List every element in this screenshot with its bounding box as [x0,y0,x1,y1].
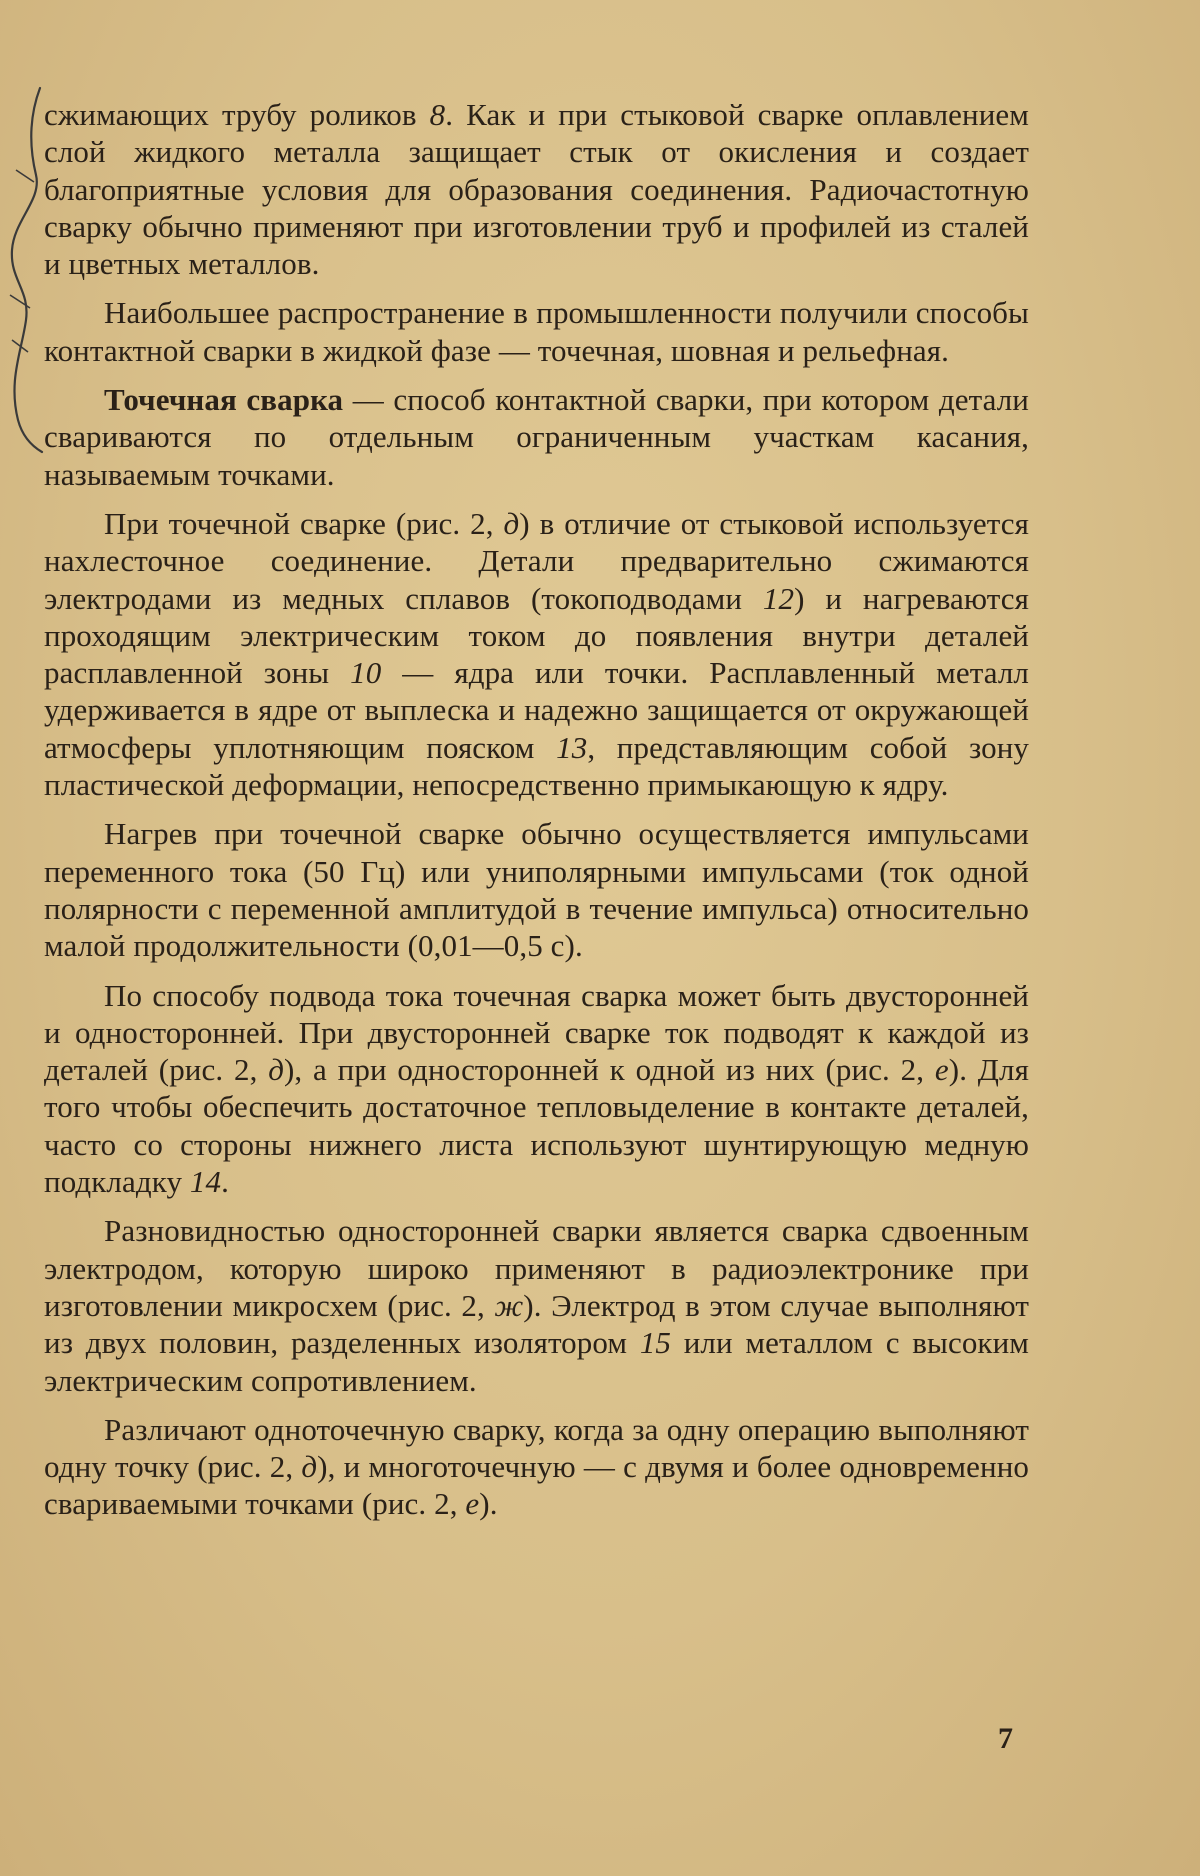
text-run: ) и нагреваются проходящим электрическим током до появления внутри деталей расплавленной зоны [44,580,1029,691]
text-run: Различают одноточечную сварку, когда за одну операцию выполняют одну точку (рис. 2, [44,1411,1029,1485]
text-run: — способ контактной сварки, при котором детали свариваются по отдельным ограниченным участкам касания, называемым точками. [44,382,1029,492]
figure-ref: е [934,1052,949,1088]
figure-ref: 12 [762,580,795,616]
figure-ref: д [268,1052,284,1088]
paragraph [44,381,1029,493]
paragraph [44,96,1029,282]
figure-ref: д [503,505,520,541]
paragraph [44,815,1029,964]
figure-ref: 14 [189,1164,222,1200]
text-run: ). Электрод в этом случае выполняют из двух половин, разделенных изолятором [44,1287,1030,1361]
text-run: При точечной сварке (рис. 2, [104,505,504,541]
text-run: По способу подвода тока точечная сварка может быть двусторонней и односторонней. При двусторонней сварке ток подводят к каждой из деталей (рис. 2, [44,977,1029,1088]
text-run: сжимающих трубу роликов [44,97,430,132]
figure-ref: ж [494,1287,524,1323]
paragraph [44,505,1029,803]
text-run: ), и многоточечную — с двумя и более одновременно свариваемыми точками (рис. 2, [44,1449,1029,1522]
figure-ref: 13 [556,729,588,765]
figure-ref: 10 [350,655,382,691]
body-text [44,96,1029,1535]
text-run: . Как и при стыковой сварке оплавлением слой жидкого металла защищает стык от окисления и создает благоприятные условия для образования соединения. Радиочастотную сварку обычно применяют при изготовлении труб и профилей из сталей и цветных металлов. [44,97,1029,282]
text-run: ). Для того чтобы обеспечить достаточное тепловыделение в контакте деталей, часто со стороны нижнего листа используют шунтирующую медную подкладку [44,1052,1029,1200]
figure-ref: д [301,1449,318,1485]
figure-ref: 8 [429,97,446,132]
page-number: 7 [998,1722,1013,1755]
paragraph [44,1212,1029,1398]
paragraph [44,1411,1029,1523]
text-run: Нагрев при точечной сварке обычно осуществляется импульсами переменного тока (50 Гц) или униполярными импульсами (ток одной полярности с переменной амплитудой в течение импульса) относительно малой продолжительности (0,01—0,5 с). [44,816,1029,964]
text-run: ) в отличие от стыковой используется нахлесточное соединение. Детали предварительно сжимаются электродами из медных сплавов (токоподводами [44,505,1029,616]
text-run: . [221,1164,229,1200]
text-run: Наибольшее распространение в промышленности получили способы контактной сварки в жидкой фазе — точечная, шовная и рельефная. [44,295,1029,368]
text-run: ). [479,1486,498,1522]
paragraph [44,294,1029,369]
text-run: — ядра или точки. Расплавленный металл удерживается в ядре от выплеска и надежно защищается от окружающей атмосферы уплотняющим пояском [44,655,1029,765]
figure-ref: 15 [639,1325,672,1361]
text-run: Разновидностью односторонней сварки является сварка сдвоенным электродом, которую широко применяют в радиоэлектронике при изготовлении микросхем (рис. 2, [44,1213,1029,1323]
paragraph [44,977,1029,1201]
text-run: , представляющим собой зону пластической деформации, непосредственно примыкающую к ядру. [44,729,1029,803]
text-run: или металлом с высоким электрическим сопротивлением. [44,1325,1029,1398]
figure-ref: е [465,1486,480,1522]
text-run: ), а при односторонней к одной из них (рис. 2, [284,1052,935,1088]
term-text: Точечная сварка [104,382,344,418]
